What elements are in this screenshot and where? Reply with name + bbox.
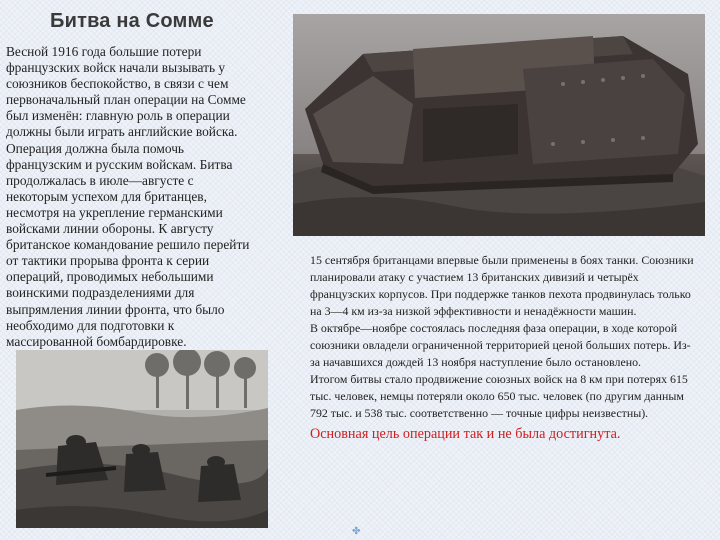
text-line: британское командование решило перейти bbox=[6, 237, 250, 253]
tank-illustration bbox=[293, 14, 705, 236]
text-line: первоначальный план операции на Сомме bbox=[6, 92, 246, 108]
text-line: несмотря на укрепление германскими bbox=[6, 204, 223, 220]
left-text-block bbox=[6, 44, 281, 350]
text-line: некоторым успехом для британцев, bbox=[6, 188, 207, 204]
soldiers-illustration bbox=[16, 350, 268, 528]
text-line: союзников беспокойство, в связи с чем bbox=[6, 76, 229, 92]
text-line: Операция должна была помочь bbox=[6, 140, 185, 156]
soldiers-photo bbox=[16, 350, 268, 528]
text-line: войсками линии обороны. К августу bbox=[6, 221, 214, 237]
text-line: должны были играть английские войска. bbox=[6, 124, 238, 140]
text-line: необходимо для подготовки к bbox=[6, 317, 175, 333]
tank-photo bbox=[293, 14, 705, 236]
paragraph-tanks: 15 сентября британцами впервые были применены в боях танки. Союзники планировали атаку с участием 13 британских дивизий и четырёх французских корпусов. При поддержке танков пехота продвинулась только на 3—4 км из-за низкой эффективности и ненадёжности машин. bbox=[310, 253, 694, 318]
text-line: был изменён: главную роль в операции bbox=[6, 108, 230, 124]
text-line: Весной 1916 года большие потери bbox=[6, 44, 202, 59]
text-line: массированной бомбардировке. bbox=[6, 333, 187, 349]
conclusion-text: Основная цель операции так и не была достигнута. bbox=[310, 426, 621, 442]
navigation-ornament-icon[interactable]: ✤ bbox=[352, 526, 361, 537]
text-line: воинскими подразделениями для bbox=[6, 285, 195, 301]
paragraph-final-phase: В октябре—ноябре состоялась последняя фаза операции, в ходе которой союзники овладели ограниченной территорией ценой больших потерь. Из-за начавшихся дождей 13 ноября наступление было остановлено. bbox=[310, 321, 691, 369]
text-line: продолжалась в июле—августе с bbox=[6, 172, 194, 188]
slide-title: Битва на Сомме bbox=[50, 10, 214, 32]
text-line: выпрямления линии фронта, что было bbox=[6, 301, 225, 317]
text-line: от тактики прорыва фронта к серии bbox=[6, 253, 210, 269]
paragraph-results: Итогом битвы стало продвижение союзных войск на 8 км при потерях 615 тыс. человек, немцы потеряли около 650 тыс. человек (по другим данным 792 тыс. и 538 тыс. соответственно — точные цифры неизвестны). bbox=[310, 372, 688, 420]
text-line: французских войск начали вызывать у bbox=[6, 60, 226, 76]
text-line: французским и русским войскам. Битва bbox=[6, 156, 233, 172]
text-line: операций, проводимых небольшими bbox=[6, 269, 214, 285]
right-text-block bbox=[310, 252, 700, 444]
